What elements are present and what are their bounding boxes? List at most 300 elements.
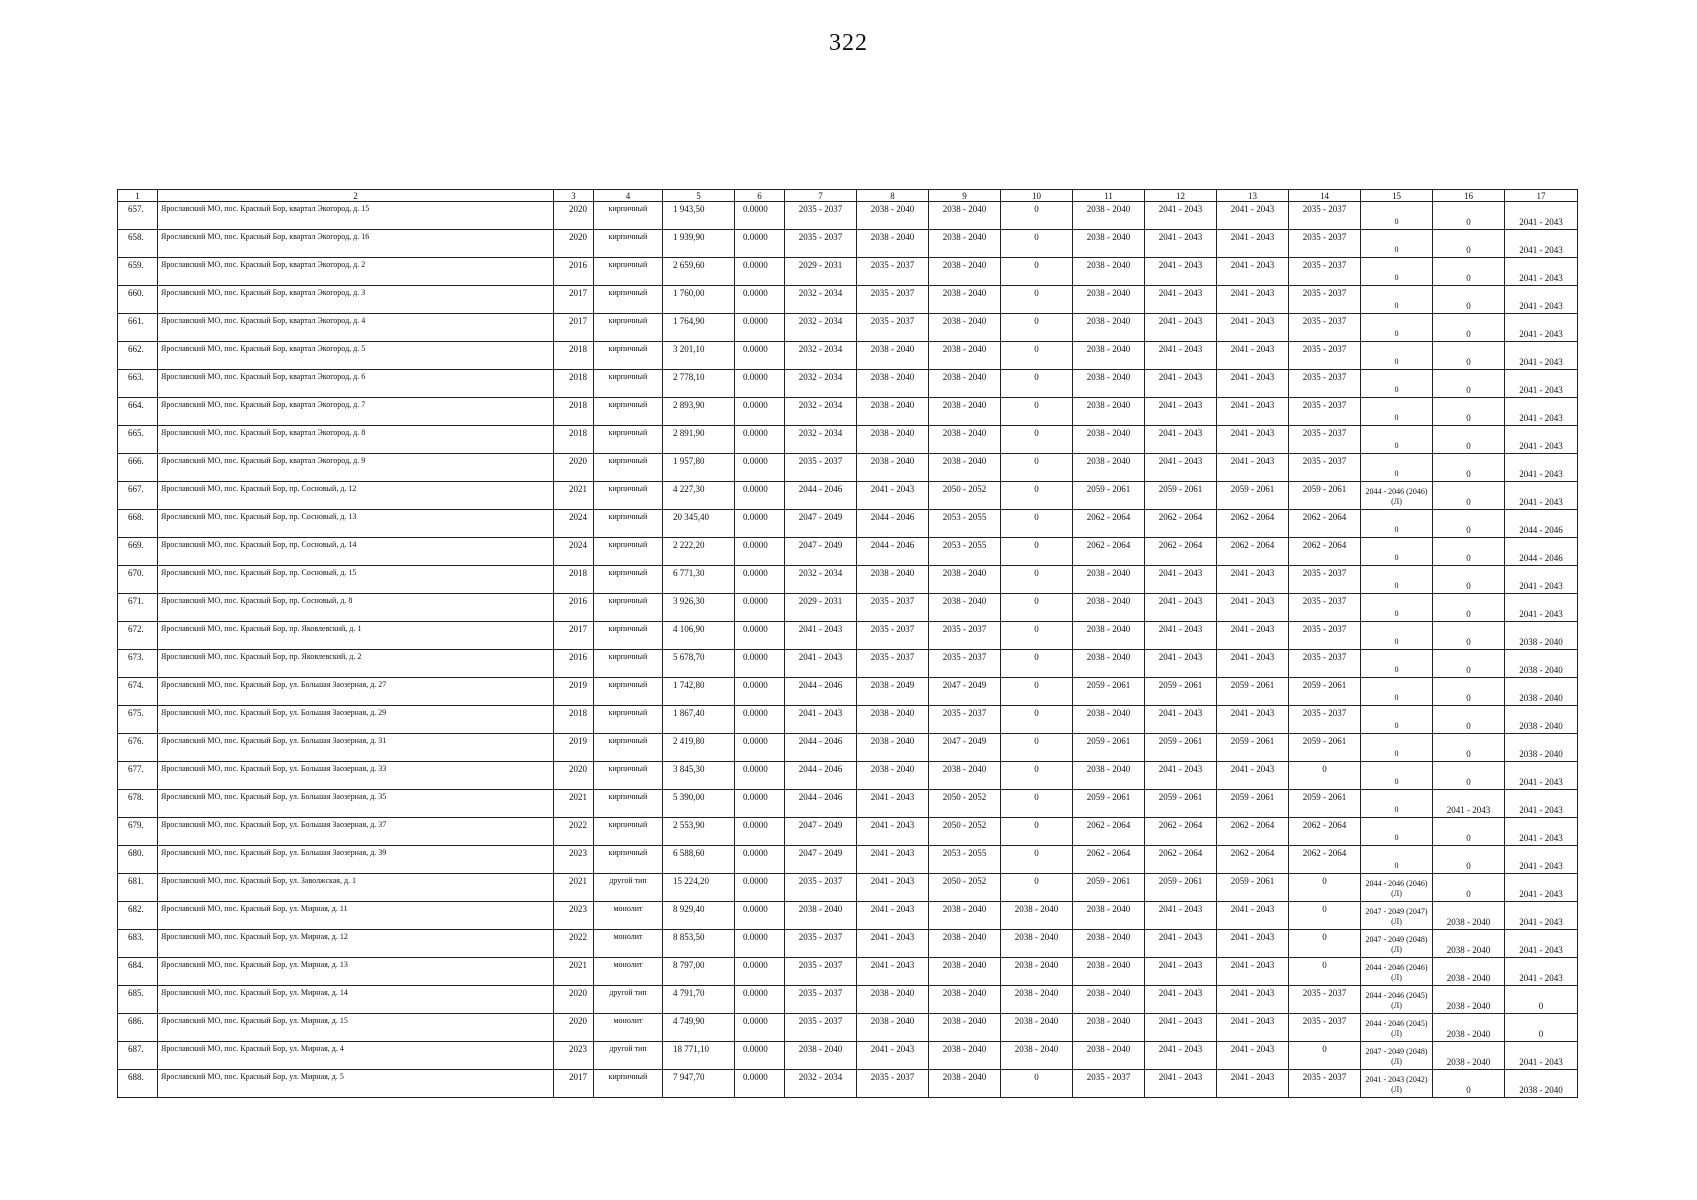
cell-col-16: 0	[1433, 258, 1505, 286]
cell-col-1: 670.	[118, 566, 158, 594]
cell-col-15: 0	[1361, 230, 1433, 258]
cell-col-8: 2035 - 2037	[857, 314, 929, 342]
table-row	[118, 678, 1578, 706]
cell-col-7: 2032 - 2034	[785, 426, 857, 454]
cell-col-12: 2041 - 2043	[1145, 202, 1217, 230]
cell-col-7: 2044 - 2046	[785, 734, 857, 762]
cell-col-9: 2038 - 2040	[929, 566, 1001, 594]
cell-col-9: 2038 - 2040	[929, 1070, 1001, 1098]
cell-col-1: 671.	[118, 594, 158, 622]
cell-col-3: 2020	[554, 202, 594, 230]
cell-col-11: 2062 - 2064	[1073, 510, 1145, 538]
cell-col-7: 2047 - 2049	[785, 846, 857, 874]
cell-col-2: Ярославский МО, пос. Красный Бор, квартал Экогород, д. 7	[158, 398, 554, 426]
cell-col-5: 3 926,30	[663, 594, 735, 622]
cell-col-8: 2041 - 2043	[857, 874, 929, 902]
cell-col-4: кирпичный	[594, 734, 663, 762]
cell-col-15: 0	[1361, 370, 1433, 398]
cell-col-8: 2038 - 2040	[857, 426, 929, 454]
cell-col-12: 2041 - 2043	[1145, 902, 1217, 930]
cell-col-17: 2041 - 2043	[1505, 202, 1578, 230]
cell-col-1: 676.	[118, 734, 158, 762]
cell-col-10: 2038 - 2040	[1001, 1042, 1073, 1070]
cell-col-4: кирпичный	[594, 818, 663, 846]
cell-col-17: 2041 - 2043	[1505, 762, 1578, 790]
cell-col-13: 2059 - 2061	[1217, 678, 1289, 706]
cell-col-5: 20 345,40	[663, 510, 735, 538]
cell-col-15: 0	[1361, 342, 1433, 370]
cell-col-9: 2035 - 2037	[929, 622, 1001, 650]
table-row	[118, 454, 1578, 482]
cell-col-10: 0	[1001, 650, 1073, 678]
cell-col-6: 0.0000	[735, 734, 785, 762]
cell-col-7: 2032 - 2034	[785, 1070, 857, 1098]
table-row	[118, 790, 1578, 818]
cell-col-1: 687.	[118, 1042, 158, 1070]
cell-col-8: 2038 - 2040	[857, 370, 929, 398]
cell-col-10: 0	[1001, 454, 1073, 482]
cell-col-12: 2059 - 2061	[1145, 734, 1217, 762]
cell-col-4: кирпичный	[594, 314, 663, 342]
cell-col-6: 0.0000	[735, 986, 785, 1014]
cell-col-15: 2041 - 2043 (2042) (Л)	[1361, 1070, 1433, 1098]
cell-col-3: 2018	[554, 398, 594, 426]
cell-col-16: 2038 - 2040	[1433, 986, 1505, 1014]
cell-col-5: 6 588,60	[663, 846, 735, 874]
cell-col-8: 2041 - 2043	[857, 930, 929, 958]
column-header-6: 6	[735, 190, 785, 202]
cell-col-6: 0.0000	[735, 314, 785, 342]
cell-col-12: 2041 - 2043	[1145, 342, 1217, 370]
cell-col-9: 2038 - 2040	[929, 902, 1001, 930]
table-row	[118, 566, 1578, 594]
cell-col-14: 2035 - 2037	[1289, 370, 1361, 398]
cell-col-15: 0	[1361, 566, 1433, 594]
cell-col-11: 2038 - 2040	[1073, 594, 1145, 622]
cell-col-17: 2041 - 2043	[1505, 930, 1578, 958]
cell-col-13: 2059 - 2061	[1217, 734, 1289, 762]
cell-col-16: 0	[1433, 314, 1505, 342]
cell-col-6: 0.0000	[735, 790, 785, 818]
cell-col-11: 2059 - 2061	[1073, 734, 1145, 762]
cell-col-2: Ярославский МО, пос. Красный Бор, квартал Экогород, д. 3	[158, 286, 554, 314]
cell-col-14: 2059 - 2061	[1289, 482, 1361, 510]
cell-col-9: 2038 - 2040	[929, 286, 1001, 314]
cell-col-3: 2021	[554, 958, 594, 986]
cell-col-13: 2062 - 2064	[1217, 510, 1289, 538]
cell-col-6: 0.0000	[735, 510, 785, 538]
column-header-3: 3	[554, 190, 594, 202]
cell-col-7: 2035 - 2037	[785, 874, 857, 902]
cell-col-12: 2062 - 2064	[1145, 538, 1217, 566]
cell-col-16: 2038 - 2040	[1433, 958, 1505, 986]
cell-col-16: 0	[1433, 594, 1505, 622]
cell-col-10: 0	[1001, 594, 1073, 622]
cell-col-5: 1 957,80	[663, 454, 735, 482]
cell-col-6: 0.0000	[735, 902, 785, 930]
cell-col-2: Ярославский МО, пос. Красный Бор, квартал Экогород, д. 8	[158, 426, 554, 454]
cell-col-15: 0	[1361, 762, 1433, 790]
cell-col-9: 2038 - 2040	[929, 258, 1001, 286]
cell-col-12: 2041 - 2043	[1145, 930, 1217, 958]
cell-col-1: 677.	[118, 762, 158, 790]
cell-col-14: 2062 - 2064	[1289, 846, 1361, 874]
cell-col-4: монолит	[594, 930, 663, 958]
cell-col-3: 2016	[554, 650, 594, 678]
cell-col-17: 0	[1505, 986, 1578, 1014]
cell-col-5: 18 771,10	[663, 1042, 735, 1070]
cell-col-15: 0	[1361, 202, 1433, 230]
cell-col-16: 0	[1433, 482, 1505, 510]
cell-col-7: 2041 - 2043	[785, 706, 857, 734]
cell-col-1: 685.	[118, 986, 158, 1014]
column-header-8: 8	[857, 190, 929, 202]
cell-col-16: 0	[1433, 510, 1505, 538]
cell-col-5: 15 224,20	[663, 874, 735, 902]
table-row	[118, 1042, 1578, 1070]
table-row	[118, 902, 1578, 930]
cell-col-8: 2041 - 2043	[857, 1042, 929, 1070]
cell-col-16: 0	[1433, 454, 1505, 482]
cell-col-9: 2035 - 2037	[929, 650, 1001, 678]
cell-col-13: 2041 - 2043	[1217, 314, 1289, 342]
cell-col-3: 2023	[554, 1042, 594, 1070]
cell-col-2: Ярославский МО, пос. Красный Бор, ул. Большая Заозерная, д. 35	[158, 790, 554, 818]
cell-col-6: 0.0000	[735, 650, 785, 678]
cell-col-5: 7 947,70	[663, 1070, 735, 1098]
cell-col-10: 0	[1001, 202, 1073, 230]
cell-col-3: 2017	[554, 1070, 594, 1098]
cell-col-7: 2047 - 2049	[785, 818, 857, 846]
cell-col-10: 0	[1001, 258, 1073, 286]
column-header-4: 4	[594, 190, 663, 202]
cell-col-9: 2038 - 2040	[929, 1014, 1001, 1042]
cell-col-6: 0.0000	[735, 846, 785, 874]
column-header-16: 16	[1433, 190, 1505, 202]
cell-col-6: 0.0000	[735, 678, 785, 706]
cell-col-3: 2020	[554, 1014, 594, 1042]
cell-col-8: 2038 - 2040	[857, 454, 929, 482]
column-header-15: 15	[1361, 190, 1433, 202]
cell-col-4: кирпичный	[594, 650, 663, 678]
cell-col-2: Ярославский МО, пос. Красный Бор, пр. Сосновый, д. 13	[158, 510, 554, 538]
cell-col-10: 0	[1001, 538, 1073, 566]
cell-col-14: 2035 - 2037	[1289, 258, 1361, 286]
cell-col-13: 2041 - 2043	[1217, 706, 1289, 734]
cell-col-7: 2035 - 2037	[785, 202, 857, 230]
cell-col-2: Ярославский МО, пос. Красный Бор, пр. Яковлевский, д. 1	[158, 622, 554, 650]
cell-col-10: 2038 - 2040	[1001, 930, 1073, 958]
cell-col-17: 2041 - 2043	[1505, 790, 1578, 818]
cell-col-2: Ярославский МО, пос. Красный Бор, квартал Экогород, д. 4	[158, 314, 554, 342]
cell-col-11: 2062 - 2064	[1073, 846, 1145, 874]
cell-col-5: 3 201,10	[663, 342, 735, 370]
cell-col-13: 2041 - 2043	[1217, 958, 1289, 986]
cell-col-10: 0	[1001, 370, 1073, 398]
cell-col-4: другой тип	[594, 1042, 663, 1070]
cell-col-13: 2041 - 2043	[1217, 762, 1289, 790]
cell-col-2: Ярославский МО, пос. Красный Бор, ул. Большая Заозерная, д. 39	[158, 846, 554, 874]
cell-col-12: 2059 - 2061	[1145, 790, 1217, 818]
cell-col-9: 2038 - 2040	[929, 762, 1001, 790]
cell-col-16: 0	[1433, 398, 1505, 426]
table-row	[118, 650, 1578, 678]
cell-col-6: 0.0000	[735, 370, 785, 398]
cell-col-6: 0.0000	[735, 930, 785, 958]
cell-col-17: 2041 - 2043	[1505, 818, 1578, 846]
table-row	[118, 622, 1578, 650]
cell-col-3: 2019	[554, 678, 594, 706]
cell-col-1: 669.	[118, 538, 158, 566]
cell-col-4: кирпичный	[594, 566, 663, 594]
cell-col-5: 3 845,30	[663, 762, 735, 790]
cell-col-2: Ярославский МО, пос. Красный Бор, ул. Заволжская, д. 1	[158, 874, 554, 902]
cell-col-15: 0	[1361, 426, 1433, 454]
cell-col-2: Ярославский МО, пос. Красный Бор, ул. Мирная, д. 4	[158, 1042, 554, 1070]
table-row	[118, 986, 1578, 1014]
cell-col-9: 2047 - 2049	[929, 678, 1001, 706]
cell-col-1: 672.	[118, 622, 158, 650]
cell-col-17: 2038 - 2040	[1505, 734, 1578, 762]
cell-col-13: 2041 - 2043	[1217, 286, 1289, 314]
cell-col-8: 2038 - 2040	[857, 202, 929, 230]
cell-col-12: 2041 - 2043	[1145, 986, 1217, 1014]
cell-col-10: 0	[1001, 398, 1073, 426]
cell-col-14: 2035 - 2037	[1289, 622, 1361, 650]
cell-col-4: кирпичный	[594, 286, 663, 314]
cell-col-6: 0.0000	[735, 398, 785, 426]
cell-col-14: 2059 - 2061	[1289, 678, 1361, 706]
cell-col-9: 2050 - 2052	[929, 818, 1001, 846]
cell-col-13: 2041 - 2043	[1217, 370, 1289, 398]
table-row	[118, 538, 1578, 566]
cell-col-2: Ярославский МО, пос. Красный Бор, квартал Экогород, д. 2	[158, 258, 554, 286]
cell-col-2: Ярославский МО, пос. Красный Бор, ул. Мирная, д. 11	[158, 902, 554, 930]
cell-col-2: Ярославский МО, пос. Красный Бор, ул. Большая Заозерная, д. 37	[158, 818, 554, 846]
cell-col-1: 674.	[118, 678, 158, 706]
cell-col-10: 0	[1001, 426, 1073, 454]
cell-col-6: 0.0000	[735, 566, 785, 594]
cell-col-14: 0	[1289, 958, 1361, 986]
cell-col-10: 0	[1001, 762, 1073, 790]
cell-col-7: 2032 - 2034	[785, 314, 857, 342]
cell-col-14: 0	[1289, 902, 1361, 930]
cell-col-13: 2059 - 2061	[1217, 482, 1289, 510]
cell-col-11: 2038 - 2040	[1073, 1042, 1145, 1070]
column-header-9: 9	[929, 190, 1001, 202]
cell-col-8: 2041 - 2043	[857, 482, 929, 510]
cell-col-1: 683.	[118, 930, 158, 958]
cell-col-3: 2022	[554, 818, 594, 846]
cell-col-10: 0	[1001, 874, 1073, 902]
cell-col-4: другой тип	[594, 986, 663, 1014]
cell-col-10: 0	[1001, 566, 1073, 594]
cell-col-15: 0	[1361, 790, 1433, 818]
cell-col-8: 2038 - 2040	[857, 398, 929, 426]
cell-col-16: 0	[1433, 874, 1505, 902]
cell-col-2: Ярославский МО, пос. Красный Бор, ул. Большая Заозерная, д. 31	[158, 734, 554, 762]
cell-col-11: 2038 - 2040	[1073, 202, 1145, 230]
cell-col-16: 2038 - 2040	[1433, 930, 1505, 958]
cell-col-15: 0	[1361, 594, 1433, 622]
cell-col-9: 2053 - 2055	[929, 510, 1001, 538]
cell-col-7: 2032 - 2034	[785, 370, 857, 398]
column-header-10: 10	[1001, 190, 1073, 202]
cell-col-15: 2047 - 2049 (2048) (Л)	[1361, 1042, 1433, 1070]
cell-col-15: 0	[1361, 622, 1433, 650]
cell-col-7: 2047 - 2049	[785, 538, 857, 566]
cell-col-7: 2038 - 2040	[785, 902, 857, 930]
cell-col-9: 2038 - 2040	[929, 930, 1001, 958]
cell-col-15: 2044 - 2046 (2045) (Л)	[1361, 986, 1433, 1014]
cell-col-4: кирпичный	[594, 454, 663, 482]
cell-col-9: 2038 - 2040	[929, 370, 1001, 398]
cell-col-13: 2041 - 2043	[1217, 622, 1289, 650]
cell-col-6: 0.0000	[735, 706, 785, 734]
cell-col-14: 0	[1289, 930, 1361, 958]
cell-col-2: Ярославский МО, пос. Красный Бор, ул. Мирная, д. 14	[158, 986, 554, 1014]
cell-col-16: 0	[1433, 846, 1505, 874]
cell-col-12: 2059 - 2061	[1145, 678, 1217, 706]
table-row	[118, 258, 1578, 286]
cell-col-15: 0	[1361, 650, 1433, 678]
cell-col-4: кирпичный	[594, 594, 663, 622]
cell-col-8: 2038 - 2049	[857, 678, 929, 706]
cell-col-11: 2038 - 2040	[1073, 286, 1145, 314]
cell-col-1: 663.	[118, 370, 158, 398]
cell-col-10: 0	[1001, 286, 1073, 314]
cell-col-9: 2035 - 2037	[929, 706, 1001, 734]
cell-col-17: 2038 - 2040	[1505, 678, 1578, 706]
cell-col-10: 0	[1001, 706, 1073, 734]
cell-col-12: 2041 - 2043	[1145, 454, 1217, 482]
cell-col-2: Ярославский МО, пос. Красный Бор, ул. Большая Заозерная, д. 33	[158, 762, 554, 790]
cell-col-4: кирпичный	[594, 790, 663, 818]
cell-col-17: 2041 - 2043	[1505, 258, 1578, 286]
cell-col-16: 2038 - 2040	[1433, 1014, 1505, 1042]
cell-col-6: 0.0000	[735, 202, 785, 230]
cell-col-7: 2035 - 2037	[785, 958, 857, 986]
cell-col-5: 4 791,70	[663, 986, 735, 1014]
cell-col-15: 2047 - 2049 (2048) (Л)	[1361, 930, 1433, 958]
cell-col-7: 2032 - 2034	[785, 398, 857, 426]
cell-col-7: 2041 - 2043	[785, 622, 857, 650]
cell-col-8: 2041 - 2043	[857, 958, 929, 986]
cell-col-7: 2044 - 2046	[785, 762, 857, 790]
cell-col-7: 2041 - 2043	[785, 650, 857, 678]
cell-col-1: 657.	[118, 202, 158, 230]
cell-col-7: 2047 - 2049	[785, 510, 857, 538]
cell-col-14: 2035 - 2037	[1289, 706, 1361, 734]
cell-col-17: 2038 - 2040	[1505, 1070, 1578, 1098]
cell-col-10: 0	[1001, 510, 1073, 538]
cell-col-9: 2053 - 2055	[929, 538, 1001, 566]
cell-col-15: 0	[1361, 286, 1433, 314]
cell-col-12: 2062 - 2064	[1145, 846, 1217, 874]
cell-col-14: 2062 - 2064	[1289, 510, 1361, 538]
cell-col-14: 0	[1289, 762, 1361, 790]
cell-col-16: 2038 - 2040	[1433, 1042, 1505, 1070]
cell-col-12: 2041 - 2043	[1145, 286, 1217, 314]
cell-col-2: Ярославский МО, пос. Красный Бор, квартал Экогород, д. 16	[158, 230, 554, 258]
cell-col-7: 2035 - 2037	[785, 930, 857, 958]
cell-col-11: 2038 - 2040	[1073, 258, 1145, 286]
cell-col-4: кирпичный	[594, 510, 663, 538]
cell-col-2: Ярославский МО, пос. Красный Бор, квартал Экогород, д. 15	[158, 202, 554, 230]
cell-col-14: 2062 - 2064	[1289, 818, 1361, 846]
cell-col-11: 2059 - 2061	[1073, 678, 1145, 706]
cell-col-17: 2044 - 2046	[1505, 538, 1578, 566]
cell-col-5: 6 771,30	[663, 566, 735, 594]
cell-col-3: 2019	[554, 734, 594, 762]
cell-col-1: 686.	[118, 1014, 158, 1042]
cell-col-6: 0.0000	[735, 258, 785, 286]
cell-col-3: 2024	[554, 538, 594, 566]
cell-col-11: 2038 - 2040	[1073, 370, 1145, 398]
cell-col-6: 0.0000	[735, 426, 785, 454]
cell-col-1: 680.	[118, 846, 158, 874]
cell-col-5: 1 943,50	[663, 202, 735, 230]
cell-col-14: 2059 - 2061	[1289, 734, 1361, 762]
cell-col-8: 2038 - 2040	[857, 1014, 929, 1042]
cell-col-1: 684.	[118, 958, 158, 986]
cell-col-12: 2041 - 2043	[1145, 958, 1217, 986]
cell-col-2: Ярославский МО, пос. Красный Бор, квартал Экогород, д. 5	[158, 342, 554, 370]
cell-col-6: 0.0000	[735, 594, 785, 622]
cell-col-14: 2035 - 2037	[1289, 314, 1361, 342]
cell-col-11: 2059 - 2061	[1073, 790, 1145, 818]
cell-col-6: 0.0000	[735, 622, 785, 650]
cell-col-14: 2035 - 2037	[1289, 286, 1361, 314]
cell-col-8: 2038 - 2040	[857, 986, 929, 1014]
cell-col-12: 2041 - 2043	[1145, 566, 1217, 594]
cell-col-8: 2038 - 2040	[857, 230, 929, 258]
cell-col-7: 2029 - 2031	[785, 594, 857, 622]
cell-col-9: 2038 - 2040	[929, 398, 1001, 426]
table-row	[118, 510, 1578, 538]
cell-col-11: 2062 - 2064	[1073, 818, 1145, 846]
cell-col-3: 2017	[554, 314, 594, 342]
cell-col-10: 0	[1001, 678, 1073, 706]
cell-col-8: 2041 - 2043	[857, 790, 929, 818]
cell-col-13: 2041 - 2043	[1217, 454, 1289, 482]
cell-col-11: 2038 - 2040	[1073, 314, 1145, 342]
column-header-7: 7	[785, 190, 857, 202]
cell-col-16: 0	[1433, 286, 1505, 314]
cell-col-10: 0	[1001, 846, 1073, 874]
cell-col-13: 2041 - 2043	[1217, 398, 1289, 426]
cell-col-13: 2041 - 2043	[1217, 594, 1289, 622]
cell-col-17: 2041 - 2043	[1505, 314, 1578, 342]
cell-col-16: 0	[1433, 734, 1505, 762]
cell-col-2: Ярославский МО, пос. Красный Бор, пр. Яковлевский, д. 2	[158, 650, 554, 678]
cell-col-1: 666.	[118, 454, 158, 482]
cell-col-4: кирпичный	[594, 846, 663, 874]
cell-col-17: 2038 - 2040	[1505, 650, 1578, 678]
cell-col-9: 2038 - 2040	[929, 454, 1001, 482]
column-header-2: 2	[158, 190, 554, 202]
cell-col-5: 4 749,90	[663, 1014, 735, 1042]
cell-col-10: 0	[1001, 230, 1073, 258]
cell-col-13: 2062 - 2064	[1217, 846, 1289, 874]
cell-col-12: 2041 - 2043	[1145, 594, 1217, 622]
cell-col-5: 4 106,90	[663, 622, 735, 650]
cell-col-6: 0.0000	[735, 538, 785, 566]
cell-col-9: 2038 - 2040	[929, 202, 1001, 230]
cell-col-8: 2035 - 2037	[857, 286, 929, 314]
cell-col-5: 2 659,60	[663, 258, 735, 286]
cell-col-10: 0	[1001, 482, 1073, 510]
